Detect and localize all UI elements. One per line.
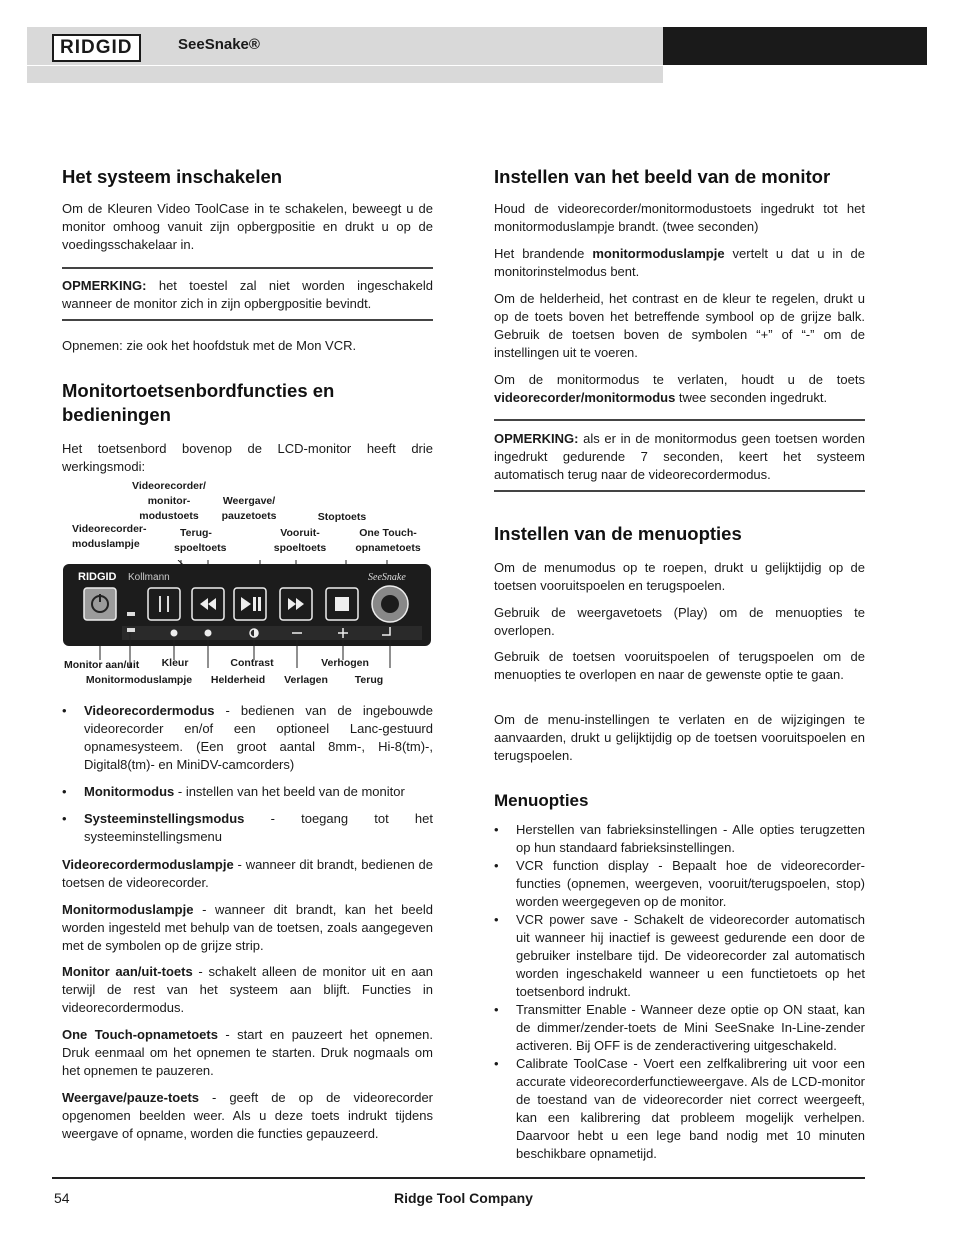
para-menu-navigate: Gebruik de toetsen vooruitspoelen of terugspoelen om de menuopties te overlopen en naar de gewenste optie te gaan. — [494, 649, 865, 682]
label-rewind-key: Terug- spoeltoets — [174, 527, 227, 554]
def-play-key: Weergave/pauze-toets - geeft de op de videorecorder opgenomen beelden weer. Als u deze toets indrukt tijdens weergave of opname, worden die functies gepauzeerd. — [62, 1090, 433, 1141]
para-adjust: Om de helderheid, het contrast en de kleur te regelen, drukt u op de toets boven het betreffende symbool op de grijze balk. Gebruik de toetsen boven de symbolen “+” of “-” om de instellingen uit te voeren. — [494, 291, 865, 360]
heading-menu-options: Instellen van de menuopties — [494, 523, 742, 544]
modes-list — [62, 702, 433, 846]
list-item: • Systeeminstellingsmodus - toegang tot het systeeminstellingsmenu — [62, 810, 433, 846]
note-rule-bottom — [62, 319, 433, 321]
product-name: SeeSnake® — [178, 36, 260, 53]
list-item: • Herstellen van fabrieksinstellingen - Alle opties terugzetten op hun standaard fabrieksinstellingen. — [494, 821, 865, 857]
label-stop-key: Stoptoets — [317, 511, 367, 523]
label-brightness: Helderheid — [210, 674, 266, 686]
label-back: Terug — [354, 674, 384, 686]
para-lamp-on: Het brandende monitormoduslampje vertelt u dat u in de monitorinstelmodus bent. — [494, 246, 865, 279]
list-item: • Calibrate ToolCase - Voert een zelfkalibrering uit voor een accurate videorecorderfunctieweergave. Als de LCD-monitor de toestand van de videorecorder niet correct weergeeft, kan een kalibrering dat probleem mogelijk verhelpen. Daarvoor hebt u een lege band nodig met 10 minuten beschikbare opnametijd. — [494, 1055, 865, 1163]
list-item: • Monitormodus - instellen van het beeld van de monitor — [62, 783, 433, 801]
label-color: Kleur — [161, 657, 189, 669]
label-monitor-mode-lamp: Monitormoduslampje — [85, 674, 193, 686]
list-item: • Videorecordermodus - bedienen van de ingebouwde videorecorder en/of een optioneel Lanc-gestuurd opnamesysteem. (Een groot aantal 8mm-, Hi-8(tm)-, Digital8(tm)- en MiniDV-camcorders) — [62, 702, 433, 774]
heading-keypad: Monitortoetsenbordfuncties en bedieningen — [62, 380, 335, 425]
menu-options-list — [494, 821, 865, 1163]
note-text: het toestel zal niet worden ingeschakeld wanneer de monitor zich in zijn opbergpositie bevindt. — [62, 278, 433, 311]
def-record-key: One Touch-opnametoets - start en pauzeert het opnemen. Druk eenmaal om het opnemen te starten. Druk nogmaals om het opnemen te pauzeren. — [62, 1027, 434, 1078]
panel-brand: RIDGID — [78, 571, 117, 583]
heading-system-on: Het systeem inschakelen — [62, 166, 283, 187]
note-rule-top — [494, 419, 865, 421]
note-monitor-stowed — [62, 277, 433, 313]
para-recording: Opnemen: zie ook het hoofdstuk met de Mon VCR. — [62, 338, 357, 353]
list-item: • Transmitter Enable - Wanneer deze optie op ON staat, kan de dimmer/zender-toets de Mini SeeSnake In-Line-zender activeren. Bij OFF is de zenderactivering uitgeschakeld. — [494, 1001, 865, 1055]
company-name: Ridge Tool Company — [394, 1190, 533, 1206]
panel-model: Kollmann — [128, 572, 170, 583]
def-vcr-lamp: Videorecordermoduslampje - wanneer dit brandt, bedienen de toetsen de videorecorder. — [62, 857, 433, 890]
label-forward-key: Vooruit- spoeltoets — [273, 527, 327, 554]
page-number: 54 — [54, 1190, 70, 1206]
label-vcr-mode-lamp: Videorecorder- moduslampje — [72, 523, 147, 550]
label-increase: Verhogen — [321, 657, 369, 669]
label-monitor-power: Monitor aan/uit — [64, 659, 140, 671]
note-timeout: OPMERKING: als er in de monitormodus geen toetsen worden ingedrukt gedurende 7 seconden, keert het systeem automatisch terug naar de videorecordermodus. — [494, 431, 865, 482]
note-label: OPMERKING: — [62, 278, 147, 293]
header-black-block — [663, 27, 927, 65]
list-item: • VCR function display - Bepaalt hoe de videorecorder-functies (opnemen, weergeven, vooruit/terugspoelen, stop) worden weergegeven op de monitor. — [494, 857, 865, 911]
para-hold-key: Houd de videorecorder/monitormodustoets ingedrukt tot het monitormoduslampje brandt. (twee seconden) — [494, 201, 865, 234]
heading-menuopties: Menuopties — [494, 791, 589, 810]
note-rule-bottom — [494, 490, 865, 492]
label-contrast: Contrast — [230, 657, 274, 669]
label-record-key: One Touch- opnametoets — [355, 527, 421, 554]
header-divider — [27, 65, 663, 66]
panel-logo: SeeSnake — [368, 572, 406, 583]
label-decrease: Verlagen — [284, 674, 328, 686]
para-menu-enter: Om de menumodus op te roepen, drukt u gelijktijdig op de toetsen vooruitspoelen en terugspoelen. — [494, 560, 865, 593]
ridgid-logo: RIDGID — [52, 34, 141, 62]
para-switch-on: Om de Kleuren Video ToolCase in te schakelen, beweegt u de monitor omhoog vanuit zijn opbergpositie en drukt u op de voedingsschakelaar in. — [62, 201, 433, 252]
def-monitor-lamp: Monitormoduslampje - wanneer dit brandt, kan het beeld worden ingesteld met behulp van de toetsen, zoals aangegeven met de symbolen op de grijze strip. — [62, 902, 433, 953]
footer-rule — [52, 1177, 865, 1179]
list-item: • VCR power save - Schakelt de videorecorder automatisch uit wanneer hij inactief is geweest gedurende een door de gebruiker instelbare tijd. De videorecorder zal automatisch worden ingeschakeld wanneer u een functietoets op het toetsenbord indrukt. — [494, 911, 865, 1001]
para-keypad-modes: Het toetsenbord bovenop de LCD-monitor heeft drie werkingsmodi: — [62, 441, 433, 474]
label-play-pause-key: Weergave/ pauzetoets — [221, 495, 277, 522]
note-rule-top — [62, 267, 433, 269]
label-vcr-monitor-key: Videorecorder/ monitor- modustoets — [132, 480, 206, 522]
heading-monitor-image: Instellen van het beeld van de monitor — [494, 166, 831, 187]
def-power-key: Monitor aan/uit-toets - schakelt alleen de monitor uit en aan terwijl de rest van het systeem aan blijft. Functies in videorecordermodus. — [62, 964, 433, 1015]
para-exit-monitor: Om de monitormodus te verlaten, houdt u de toets videorecorder/monitormodus twee seconden ingedrukt. — [494, 372, 865, 405]
para-menu-exit: Om de menu-instellingen te verlaten en de wijzigingen te aanvaarden, drukt u gelijktijdig op de toetsen vooruitspoelen en terugspoelen. — [494, 712, 865, 763]
para-menu-play: Gebruik de weergavetoets (Play) om de menuopties te overlopen. — [494, 605, 865, 638]
